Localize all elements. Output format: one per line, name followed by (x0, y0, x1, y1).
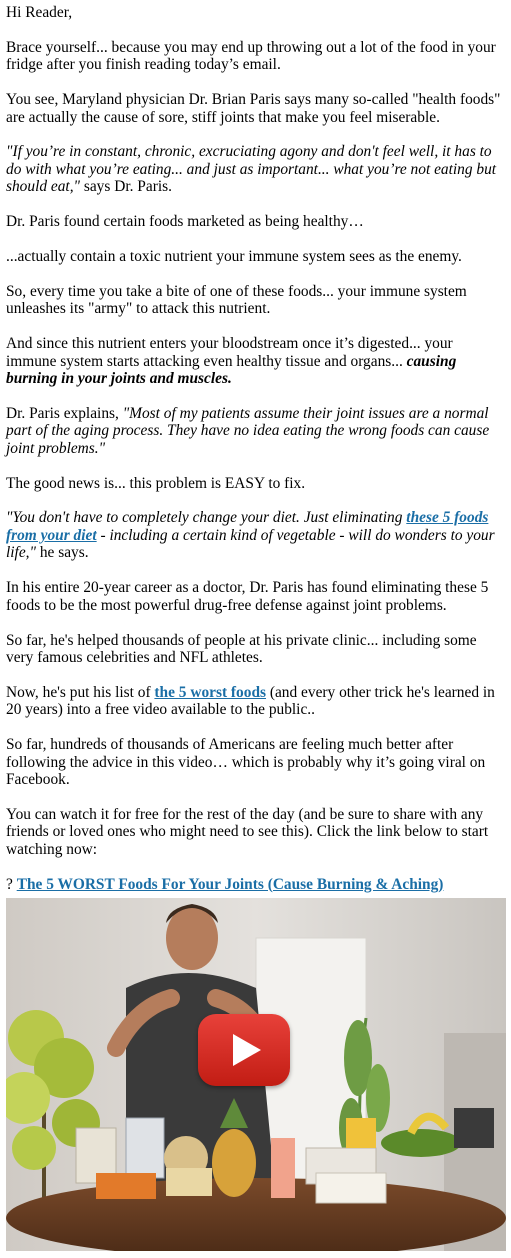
cta-prefix: ? (6, 875, 17, 893)
paragraph: ...actually contain a toxic nutrient your immune system sees as the enemy. (6, 247, 462, 265)
paragraph: Dr. Paris found certain foods marketed as being healthy… (6, 213, 364, 231)
text: Now, he's put his list of (6, 683, 155, 701)
quote-attribution: he says. (35, 544, 89, 562)
cta-link[interactable]: The 5 WORST Foods For Your Joints (Cause Burning & Aching) (16, 875, 444, 893)
text: (and every other trick he's learned in 20 years) into a free video available to the public.. (6, 683, 495, 719)
quote-attribution: says Dr. Paris. (80, 178, 172, 196)
paragraph: So, every time you take a bite of one of these foods... your immune system unleashes its "army" to attack this nutrient. (6, 282, 467, 318)
cta-line (6, 876, 505, 894)
quote: "You don't have to completely change your diet. Just eliminating (6, 509, 407, 527)
worst-foods-link[interactable]: the 5 worst foods (154, 683, 266, 701)
paragraph: You can watch it for free for the rest of the day (and be sure to share with any friends or loved ones who might need to see this). Click the link below to start watching now: (6, 805, 489, 858)
text: Dr. Paris explains, (6, 404, 123, 422)
text: And since this nutrient enters your bloodstream once it’s digested... your immune system starts attacking even healthy tissue and organs... (6, 335, 453, 370)
paragraph (6, 335, 505, 388)
greeting: Hi Reader, (6, 4, 73, 21)
paragraph: So far, hundreds of thousands of Americans are feeling much better after following the advice in this video… which is probably why it’s going viral on Facebook. (6, 736, 486, 789)
paragraph: So far, he's helped thousands of people at his private clinic... including some very famous celebrities and NFL athletes. (6, 631, 477, 667)
paragraph: You see, Maryland physician Dr. Brian Paris says many so-called "health foods" are actually the cause of sore, stiff joints that make you feel miserable. (6, 91, 501, 126)
paragraph: The good news is... this problem is EASY to fix. (6, 474, 306, 492)
play-button-icon[interactable] (198, 1014, 290, 1086)
five-foods-link[interactable]: these 5 foods from your diet (6, 509, 489, 544)
video-thumbnail[interactable] (6, 898, 506, 1251)
paragraph (6, 509, 505, 562)
paragraph: In his entire 20-year career as a doctor, Dr. Paris has found eliminating these 5 foods to be the most powerful drug-free defense against joint problems. (6, 579, 489, 614)
paragraph (6, 143, 505, 196)
quote: - including a certain kind of vegetable - will do wonders to your life," (6, 526, 495, 562)
paragraph (6, 405, 505, 458)
quote: "If you’re in constant, chronic, excruciating agony and don't feel well, it has to do with what you’re eating... and just as important... what you’re not eating but should eat," (6, 143, 497, 196)
paragraph (6, 684, 505, 719)
quote: "Most of my patients assume their joint issues are a normal part of the aging process. They have no idea eating the wrong foods can cause joint problems." (6, 404, 490, 457)
paragraph: Brace yourself... because you may end up throwing out a lot of the food in your fridge after you finish reading today’s email. (6, 38, 496, 74)
emphasis: causing burning in your joints and muscles. (6, 352, 457, 388)
